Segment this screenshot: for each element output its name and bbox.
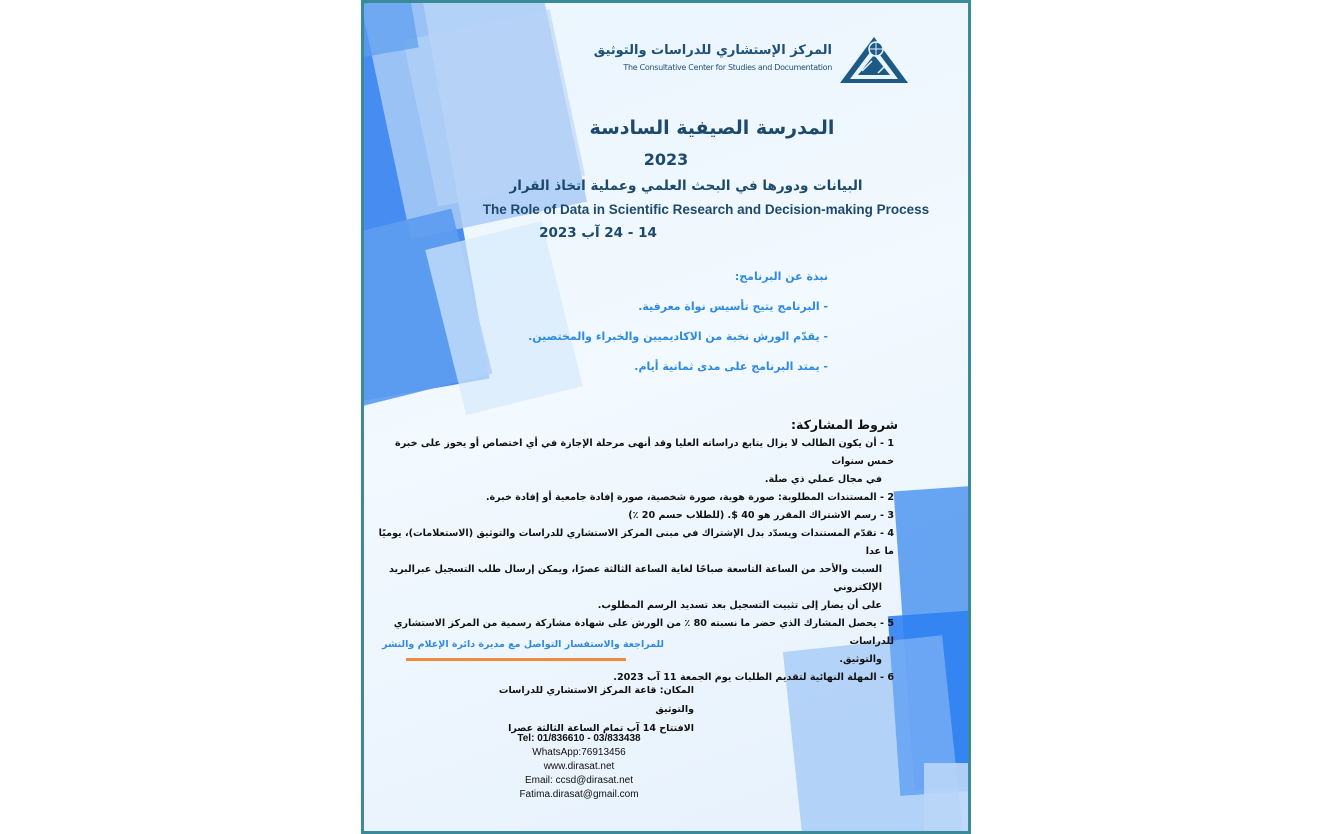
list-item: - البرنامج يتيح تأسيس نواة معرفية. <box>638 300 828 313</box>
list-item-continuation: السبت والأحد من الساعة التاسعة صباحًا لغاية الساعة الثالثة عصرًا، ويمكن إرسال طلب التسجيل عبرالبريد الإلكتروني <box>388 564 882 593</box>
phone-numbers: Tel: 01/836610 - 03/833438 <box>517 733 641 744</box>
poster <box>361 0 971 834</box>
list-item: 4 - تقدّم المستندات ويسدّد بدل الإشتراك في مبنى المركز الاستشاري للدراسات والتوثيق (الاستعلامات)، يوميًا ما عدا <box>378 528 894 557</box>
website-link[interactable]: www.dirasat.net <box>543 761 615 772</box>
triangle-globe-logo-icon <box>838 35 910 85</box>
venue-opening: الافتتاح 14 آب تمام الساعة الثالثة عصرا <box>508 723 694 734</box>
venue-info <box>484 681 694 738</box>
list-item-continuation: في مجال عملي ذي صلة. <box>764 474 882 485</box>
list-item: 1 - أن يكون الطالب لا يزال يتابع دراساته العليا وقد أنهى مرحلة الإجازة في أي اختصاص أو يحوز على خبرة خمس سنوات <box>395 438 894 467</box>
organization-logo <box>593 35 910 85</box>
list-item-continuation: على أن يصار إلى تثبيت التسجيل بعد تسديد الرسم المطلوب. <box>597 600 882 611</box>
bg-shape <box>924 763 971 834</box>
list-item: 2 - المستندات المطلوبة: صورة هوية، صورة شخصية، صورة إفادة جامعية أو إفادة خبرة. <box>485 492 894 503</box>
whatsapp-number: WhatsApp:76913456 <box>532 747 626 758</box>
venue-place: المكان: قاعة المركز الاستشاري للدراسات والتوثيق <box>498 685 694 715</box>
year: 2023 <box>643 150 689 169</box>
subtitle-arabic: البيانات ودورها في البحث العلمي وعملية اتخاذ القرار <box>509 178 863 194</box>
event-dates: 14 - 24 آب 2023 <box>539 225 657 241</box>
email-address[interactable]: Email: ccsd@dirasat.net <box>525 775 633 786</box>
contact-details <box>484 732 674 802</box>
secondary-email-address[interactable]: Fatima.dirasat@gmail.com <box>519 789 639 800</box>
program-overview-heading: نبذة عن البرنامج: <box>734 270 828 283</box>
subtitle-english: The Role of Data in Scientific Research and Decision-making Process <box>482 202 930 217</box>
contact-note: للمراجعة والاستفسار التواصل مع مديرة دائرة الإعلام والنشر <box>382 639 664 650</box>
logo-arabic-name: المركز الإستشاري للدراسات والتوثيق <box>593 43 832 58</box>
divider <box>406 658 626 661</box>
program-overview <box>528 269 828 389</box>
list-item: 5 - يحصل المشارك الذي حضر ما نسبته 80 ٪ من الورش على شهادة مشاركة رسمية من المركز الاستشاري للدراسات <box>393 618 894 647</box>
list-item: - يمتد البرنامج على مدى ثمانية أيام. <box>634 360 828 373</box>
list-item: - يقدّم الورش نخبة من الاكاديميين والخبراء والمختصين. <box>528 330 828 343</box>
logo-english-name: The Consultative Center for Studies and Documentation <box>623 63 832 72</box>
list-item: 3 - رسم الاشتراك المقرر هو 40 $. (للطلاب حسم 20 ٪) <box>628 510 894 521</box>
list-item-continuation: والتوثيق. <box>839 654 882 665</box>
page-title: المدرسة الصيفية السادسة <box>589 117 835 139</box>
list-item: 6 - المهلة النهائية لتقديم الطلبات يوم الجمعة 11 آب 2023. <box>613 672 894 683</box>
terms-heading: شروط المشاركة: <box>791 417 898 432</box>
